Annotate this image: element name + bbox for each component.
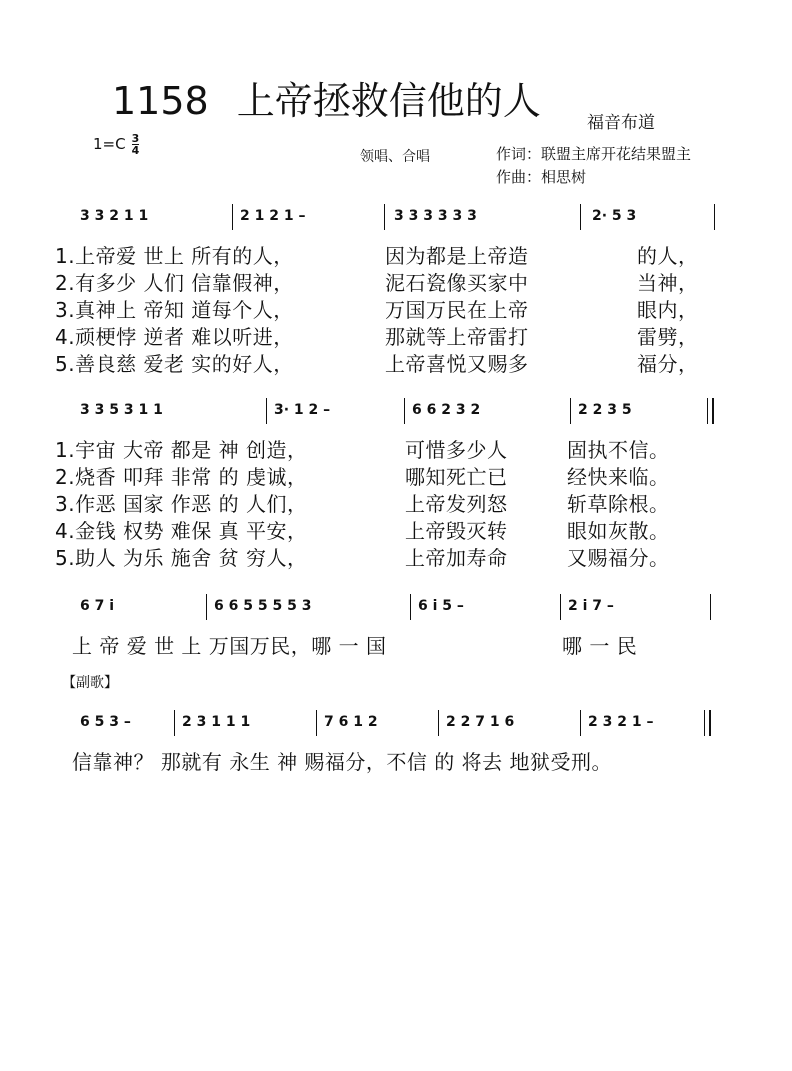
lyric-line: 1.宇宙 大帝 都是 神 创造， <box>55 438 308 462</box>
lyric-line: 万国万民在上帝 <box>385 298 529 322</box>
lyric-line: 上帝加寿命 <box>405 546 508 570</box>
song-name: 上帝拯救信他的人 <box>236 79 541 123</box>
system1-notes <box>62 204 722 230</box>
lyric-line: 3.作恶 国家 作恶 的 人们， <box>55 492 308 516</box>
measure: 7 6 1 2 <box>324 714 378 730</box>
system4-notes <box>62 710 722 736</box>
key-label: 1=C <box>93 135 126 153</box>
bar-line <box>410 594 411 620</box>
lyric-line: 泥石瓷像买家中 <box>385 271 529 295</box>
system3-lyrics <box>72 630 712 660</box>
lyric-line: 固执不信。 <box>567 438 670 462</box>
system3-notes <box>62 594 722 620</box>
bar-line <box>206 594 207 620</box>
measure: 2 i 7 – <box>568 598 614 614</box>
measure: 3· 1 2 – <box>274 402 331 418</box>
performance-style: 领唱、合唱 <box>360 149 430 165</box>
system4-lyrics <box>72 746 712 776</box>
lyric-line: 斩草除根。 <box>567 492 670 516</box>
lyric-line: 哪知死亡已 <box>405 465 508 489</box>
lyric-line: 4.顽梗悖 逆者 难以听进， <box>55 325 294 349</box>
lyricist-credit: 作词：联盟主席开花结果盟主 <box>496 145 692 163</box>
system2-lyrics <box>55 434 715 574</box>
chorus-label: 【副歌】 <box>62 675 118 691</box>
lyric-line: 5.善良慈 爱老 实的好人， <box>55 352 294 376</box>
lyric-line: 又赐福分。 <box>567 546 670 570</box>
lyric-line: 经快来临。 <box>567 465 670 489</box>
lyric-line: 2.有多少 人们 信靠假神， <box>55 271 294 295</box>
lyric-line: 眼内， <box>637 298 699 322</box>
time-signature <box>132 133 140 156</box>
lyric-line: 上帝喜悦又赐多 <box>385 352 529 376</box>
lyric-line: 3.真神上 帝知 道每个人， <box>55 298 294 322</box>
measure: 6 6 2 3 2 <box>412 402 481 418</box>
time-top: 3 <box>131 132 140 145</box>
song-category: 福音布道 <box>587 113 655 133</box>
lyric-line: 上 帝 爱 世 上 万国万民，哪 一 国 <box>72 634 387 658</box>
lyric-line: 的人， <box>637 244 699 268</box>
measure: 3 3 2 1 1 <box>80 208 149 224</box>
lyric-line: 可惜多少人 <box>405 438 508 462</box>
bar-line <box>316 710 317 736</box>
lyric-line: 福分， <box>637 352 699 376</box>
bar-line <box>714 204 715 230</box>
lyric-line: 那就等上帝雷打 <box>385 325 529 349</box>
measure: 2 2 3 5 <box>578 402 632 418</box>
bar-line <box>174 710 175 736</box>
bar-line <box>710 594 711 620</box>
lyric-line: 上帝毁灭转 <box>405 519 508 543</box>
measure: 2· 5 3 <box>592 208 637 224</box>
measure: 2 3 1 1 1 <box>182 714 251 730</box>
lyric-line: 2.烧香 叩拜 非常 的 虔诚， <box>55 465 308 489</box>
measure: 6 7 i <box>80 598 115 614</box>
system1-lyrics <box>55 240 715 380</box>
bar-line <box>384 204 385 230</box>
lyric-line: 信靠神？ 那就有 永生 神 赐福分，不信 的 将去 地狱受刑。 <box>72 750 613 774</box>
key-signature <box>93 133 139 156</box>
measure: 3 3 3 3 3 3 <box>394 208 477 224</box>
lyric-line: 雷劈， <box>637 325 699 349</box>
lyric-line: 因为都是上帝造 <box>385 244 529 268</box>
double-bar-line <box>709 710 711 736</box>
measure: 3 3 5 3 1 1 <box>80 402 163 418</box>
lyric-line: 上帝发列怒 <box>405 492 508 516</box>
measure: 6 i 5 – <box>418 598 464 614</box>
bar-line <box>580 710 581 736</box>
lyric-line: 1.上帝爱 世上 所有的人， <box>55 244 294 268</box>
song-number: 1158 <box>112 79 209 123</box>
measure: 6 5 3 – <box>80 714 131 730</box>
double-bar-line <box>712 398 714 424</box>
bar-line <box>707 398 708 424</box>
bar-line <box>232 204 233 230</box>
bar-line <box>570 398 571 424</box>
bar-line <box>704 710 705 736</box>
song-title <box>112 70 541 125</box>
bar-line <box>404 398 405 424</box>
measure: 2 1 2 1 – <box>240 208 306 224</box>
measure: 2 3 2 1 – <box>588 714 654 730</box>
bar-line <box>560 594 561 620</box>
lyric-line: 眼如灰散。 <box>567 519 670 543</box>
composer-credit: 作曲：相思树 <box>496 168 587 186</box>
system2-notes <box>62 398 722 424</box>
measure: 6 6 5 5 5 5 3 <box>214 598 312 614</box>
time-bottom: 4 <box>131 144 140 157</box>
bar-line <box>266 398 267 424</box>
lyric-line: 4.金钱 权势 难保 真 平安， <box>55 519 308 543</box>
bar-line <box>580 204 581 230</box>
measure: 2 2 7 1 6 <box>446 714 515 730</box>
lyric-line: 哪 一 民 <box>562 634 638 658</box>
bar-line <box>438 710 439 736</box>
lyric-line: 5.助人 为乐 施舍 贫 穷人， <box>55 546 308 570</box>
lyric-line: 当神， <box>637 271 699 295</box>
